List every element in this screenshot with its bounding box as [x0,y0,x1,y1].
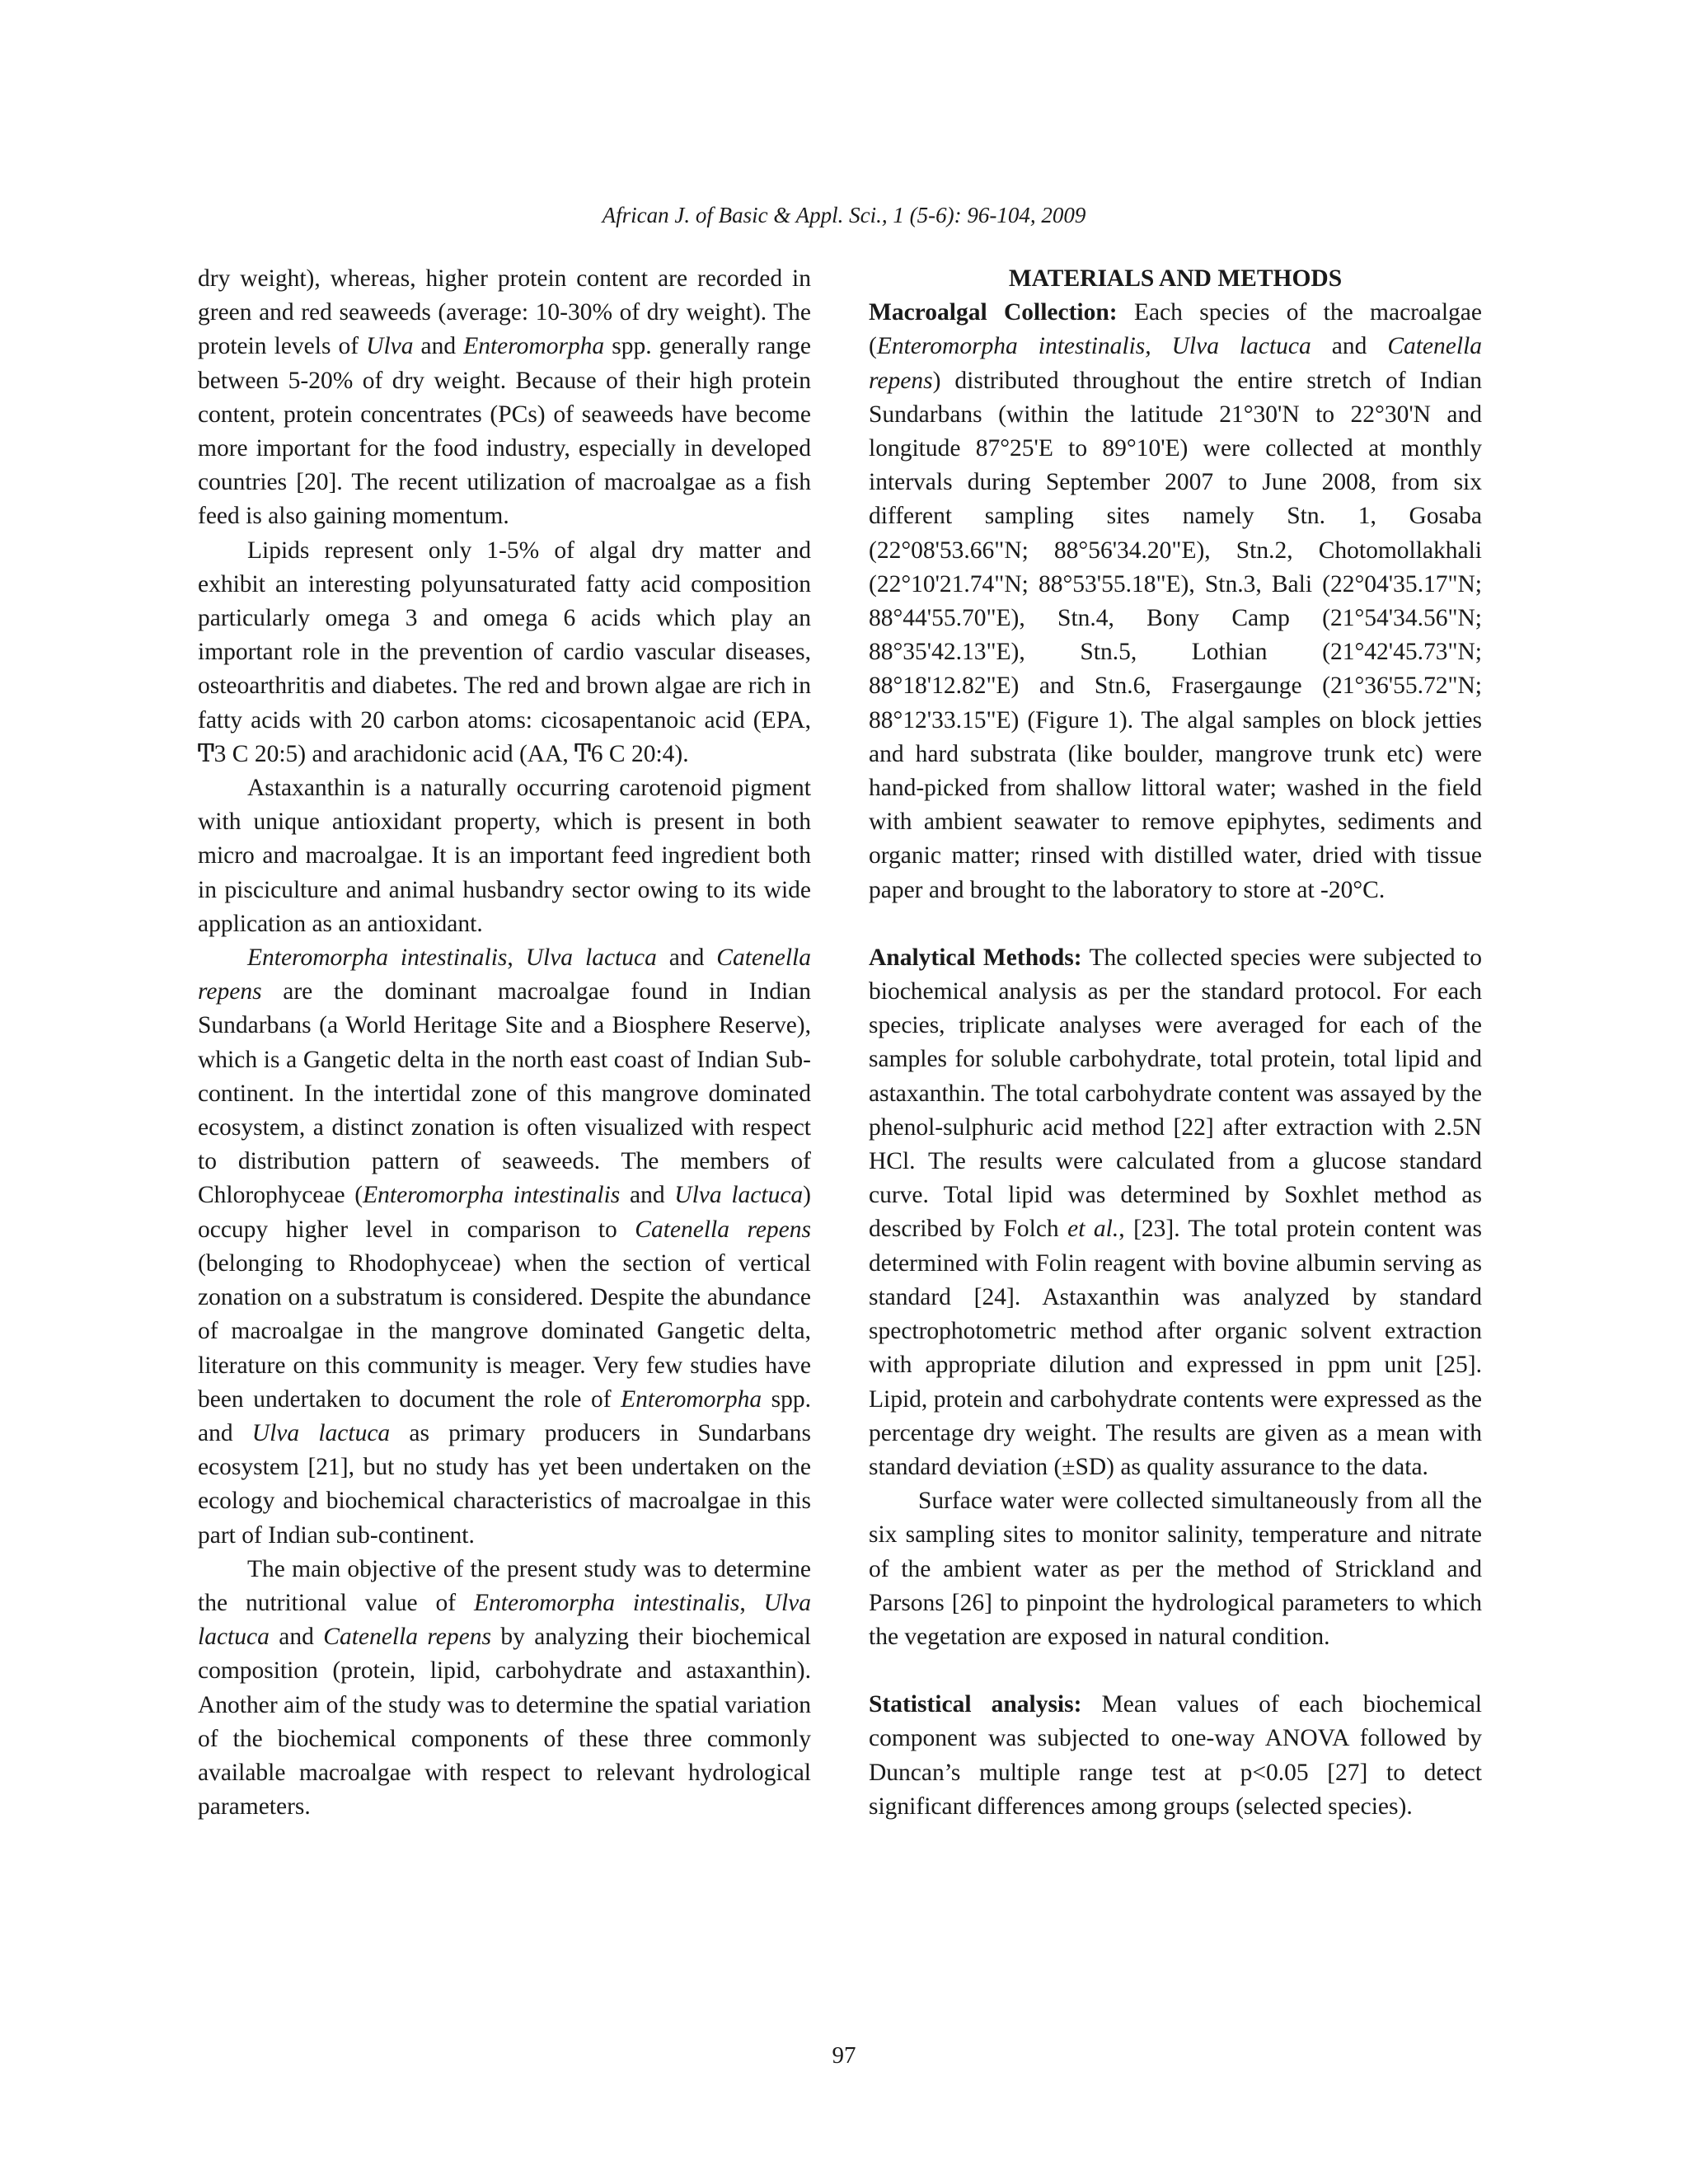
page-number: 97 [832,2042,856,2069]
left-column [198,262,811,1824]
section-heading: MATERIALS AND METHODS [1008,265,1343,292]
paragraph-objective: The main objective of the present study was to determine the nutritional value of Enteromorpha intestinalis, Ulva lactuca and Catenella repens by analyzing their biochemical composition (protein, lipid, carbohydrate and astaxanthin). Another aim of the study was to determine the spatial variation of the biochemical components of these three commonly available macroalgae with respect to relevant hydrological parameters. [198,1555,812,1821]
paragraph-lipids: Lipids represent only 1-5% of algal dry matter and exhibit an interesting polyunsaturated fatty acid composition particularly omega 3 and omega 6 acids which play an important role in the prevention of cardio vascular diseases, osteoarthritis and diabetes. The red and brown algae are rich in fatty acids with 20 carbon atoms: cicosapentanoic acid (EPA, Ͳ3 C 20:5) and arachidonic acid (AA, Ͳ6 C 20:4). [198,537,811,767]
right-column [869,262,1482,1824]
running-header: African J. of Basic & Appl. Sci., 1 (5-6): 96-104, 2009 [602,203,1086,227]
paragraph-analytical: Analytical Methods: The collected species were subjected to biochemical analysis as per the standard protocol. For each species, triplicate analyses were averaged for each of the samples for soluble carbohydrate, total protein, total lipid and astaxanthin. The total carbohydrate content was assayed by the phenol-sulphuric acid method [22] after extraction with 2.5N HCl. The results were calculated from a glucose standard curve. Total lipid was determined by Soxhlet method as described by Folch et al., [23]. The total protein content was determined with Folin reagent with bovine albumin serving as standard [24]. Astaxanthin was analyzed by standard spectrophotometric method after organic solvent extraction with appropriate dilution and expressed in ppm unit [25]. Lipid, protein and carbohydrate contents were expressed as the percentage dry weight. The results are given as a mean with standard deviation (±SD) as quality assurance to the data. [869,944,1482,1480]
paragraph-statistical: Statistical analysis: Mean values of each biochemical component was subjected to one-way ANOVA followed by Duncan’s multiple range test at p<0.05 [27] to detect significant differences among groups (selected species). [869,1691,1483,1820]
paragraph-sundarbans: Enteromorpha intestinalis, Ulva lactuca and Catenella repens are the dominant macroalgae found in Indian Sundarbans (a World Heritage Site and a Biosphere Reserve), which is a Gangetic delta in the north east coast of Indian Sub-continent. In the intertidal zone of this mangrove dominated ecosystem, a distinct zonation is often visualized with respect to distribution pattern of seaweeds. The members of Chlorophyceae (Enteromorpha intestinalis and Ulva lactuca) occupy higher level in comparison to Catenella repens (belonging to Rhodophyceae) when the section of vertical zonation on a substratum is considered. Despite the abundance of macroalgae in the mangrove dominated Gangetic delta, literature on this community is meager. Very few studies have been undertaken to document the role of Enteromorpha spp. and Ulva lactuca as primary producers in Sundarbans ecosystem [21], but no study has yet been undertaken on the ecology and biochemical characteristics of macroalgae in this part of Indian sub-continent. [198,944,811,1549]
paragraph-collection: Macroalgal Collection: Each species of the macroalgae (Enteromorpha intestinalis, Ulva lactuca and Catenella repens) distributed throughout the entire stretch of Indian Sundarbans (within the latitude 21°30'N to 22°30'N and longitude 87°25'E to 89°10'E) were collected at monthly intervals during September 2007 to June 2008, from six different sampling sites namely Stn. 1, Gosaba (22°08'53.66"N; 88°56'34.20"E), Stn.2, Chotomollakhali (22°10'21.74"N; 88°53'55.18"E), Stn.3, Bali (22°04'35.17"N; 88°44'55.70"E), Stn.4, Bony Camp (21°54'34.56"N; 88°35'42.13"E), Stn.5, Lothian (21°42'45.73"N; 88°18'12.82"E) and Stn.6, Frasergaunge (21°36'55.72"N; 88°12'33.15"E) (Figure 1). The algal samples on block jetties and hard substrata (like boulder, mangrove trunk etc) were hand-picked from shallow littoral water; washed in the field with ambient seawater to remove epiphytes, sediments and organic matter; rinsed with distilled water, dried with tissue paper and brought to the laboratory to store at -20°C. [869,299,1483,903]
paragraph-protein: dry weight), whereas, higher protein content are recorded in green and red seaweeds (average: 10-30% of dry weight). The protein levels of Ulva and Enteromorpha spp. generally range between 5-20% of dry weight. Because of their high protein content, protein concentrates (PCs) of seaweeds have become more important for the food industry, especially in developed countries [20]. The recent utilization of macroalgae as a fish feed is also gaining momentum. [198,265,811,530]
paragraph-surface-water: Surface water were collected simultaneously from all the six sampling sites to monitor salinity, temperature and nitrate of the ambient water as per the method of Strickland and Parsons [26] to pinpoint the hydrological parameters to which the vegetation are exposed in natural condition. [869,1488,1482,1650]
paragraph-astaxanthin: Astaxanthin is a naturally occurring carotenoid pigment with unique antioxidant property, which is present in both micro and macroalgae. It is an important feed ingredient both in pisciculture and animal husbandry sector owing to its wide application as an antioxidant. [198,775,811,937]
